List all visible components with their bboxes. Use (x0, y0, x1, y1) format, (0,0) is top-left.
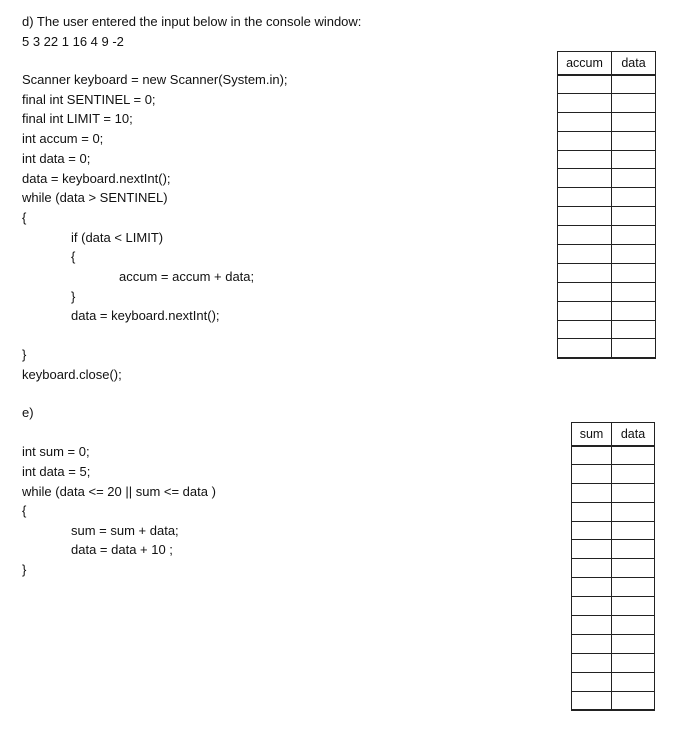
table-row (558, 112, 656, 131)
table-cell[interactable] (612, 282, 656, 301)
table-cell[interactable] (572, 634, 612, 653)
table-row (572, 672, 655, 691)
table-cell[interactable] (612, 339, 656, 358)
table-cell[interactable] (572, 559, 612, 578)
table-cell[interactable] (612, 207, 656, 226)
table-cell[interactable] (572, 521, 612, 540)
table-cell[interactable] (612, 464, 655, 483)
table-cell[interactable] (558, 131, 612, 150)
table-header-data: data (612, 423, 655, 446)
code-line: while (data > SENTINEL) (22, 190, 168, 205)
table-cell[interactable] (612, 188, 656, 207)
code-line: while (data <= 20 || sum <= data ) (22, 484, 216, 499)
table-cell[interactable] (612, 93, 656, 112)
table-row (558, 207, 656, 226)
table-cell[interactable] (572, 502, 612, 521)
table-cell[interactable] (558, 245, 612, 264)
table-cell[interactable] (572, 483, 612, 502)
code-line: Scanner keyboard = new Scanner(System.in); (22, 72, 288, 87)
table-cell[interactable] (612, 672, 655, 691)
code-line: accum = accum + data; (119, 269, 255, 284)
table-row (572, 691, 655, 710)
code-line: int accum = 0; (22, 131, 104, 146)
table-row (558, 263, 656, 282)
code-line: final int LIMIT = 10; (22, 111, 133, 126)
trace-table-e (571, 422, 655, 711)
table-cell[interactable] (612, 75, 656, 94)
table-cell[interactable] (612, 131, 656, 150)
table-row (558, 131, 656, 150)
table-cell[interactable] (612, 446, 655, 465)
table-cell[interactable] (612, 653, 655, 672)
question-e-heading: e) (22, 405, 34, 420)
table-cell[interactable] (558, 75, 612, 94)
table-cell[interactable] (612, 634, 655, 653)
table-row (572, 464, 655, 483)
table-row (572, 616, 655, 635)
code-line: int data = 0; (22, 151, 91, 166)
table-cell[interactable] (572, 540, 612, 559)
code-line: int data = 5; (22, 464, 91, 479)
table-cell[interactable] (612, 502, 655, 521)
code-line: if (data < LIMIT) (71, 230, 164, 245)
table-cell[interactable] (558, 150, 612, 169)
table-cell[interactable] (572, 653, 612, 672)
table-row (558, 75, 656, 94)
trace-table-d (557, 51, 656, 359)
code-line: { (71, 249, 76, 264)
code-line: int sum = 0; (22, 444, 90, 459)
table-cell[interactable] (612, 616, 655, 635)
code-line: data = data + 10 ; (71, 542, 173, 557)
table-header-data: data (612, 52, 656, 75)
table-cell[interactable] (558, 93, 612, 112)
table-cell[interactable] (612, 263, 656, 282)
table-cell[interactable] (612, 169, 656, 188)
code-line: } (22, 562, 27, 577)
table-cell[interactable] (612, 112, 656, 131)
table-row (572, 502, 655, 521)
table-cell[interactable] (558, 263, 612, 282)
code-line: data = keyboard.nextInt(); (71, 308, 220, 323)
table-cell[interactable] (572, 464, 612, 483)
table-cell[interactable] (612, 597, 655, 616)
table-cell[interactable] (572, 616, 612, 635)
table-cell[interactable] (572, 446, 612, 465)
table-header-accum: accum (558, 52, 612, 75)
table-cell[interactable] (612, 521, 655, 540)
table-cell[interactable] (612, 691, 655, 710)
table-row (558, 320, 656, 339)
table-row (558, 226, 656, 245)
table-row (572, 483, 655, 502)
table-row (572, 446, 655, 465)
table-row (572, 559, 655, 578)
table-row (572, 597, 655, 616)
table-row (558, 150, 656, 169)
table-cell[interactable] (572, 672, 612, 691)
table-cell[interactable] (612, 559, 655, 578)
table-cell[interactable] (558, 282, 612, 301)
table-row (558, 339, 656, 358)
code-line: { (22, 503, 27, 518)
code-line: data = keyboard.nextInt(); (22, 171, 171, 186)
table-cell[interactable] (558, 188, 612, 207)
table-row (558, 245, 656, 264)
table-cell[interactable] (612, 540, 655, 559)
table-cell[interactable] (558, 169, 612, 188)
table-cell[interactable] (572, 597, 612, 616)
console-input-line: 5 3 22 1 16 4 9 -2 (22, 34, 124, 49)
table-cell[interactable] (558, 339, 612, 358)
table-row (558, 188, 656, 207)
table-row (572, 540, 655, 559)
table-row (572, 578, 655, 597)
code-line: } (22, 347, 27, 362)
table-row (558, 282, 656, 301)
table-header-sum: sum (572, 423, 612, 446)
table-cell[interactable] (612, 578, 655, 597)
code-line: keyboard.close(); (22, 367, 122, 382)
code-line: } (71, 289, 76, 304)
code-line: { (22, 210, 27, 225)
table-row (572, 653, 655, 672)
code-line: final int SENTINEL = 0; (22, 92, 156, 107)
table-cell[interactable] (558, 207, 612, 226)
table-cell[interactable] (572, 578, 612, 597)
table-row (572, 521, 655, 540)
table-cell[interactable] (612, 483, 655, 502)
table-row (572, 634, 655, 653)
table-cell[interactable] (558, 301, 612, 320)
table-cell[interactable] (572, 691, 612, 710)
table-cell[interactable] (558, 112, 612, 131)
table-cell[interactable] (612, 150, 656, 169)
table-cell[interactable] (558, 226, 612, 245)
table-cell[interactable] (558, 320, 612, 339)
table-row (558, 301, 656, 320)
table-cell[interactable] (612, 301, 656, 320)
code-line: sum = sum + data; (71, 523, 179, 538)
table-cell[interactable] (612, 245, 656, 264)
table-cell[interactable] (612, 320, 656, 339)
table-cell[interactable] (612, 226, 656, 245)
table-row (558, 93, 656, 112)
question-d-heading: d) The user entered the input below in the console window: (22, 14, 362, 29)
table-row (558, 169, 656, 188)
